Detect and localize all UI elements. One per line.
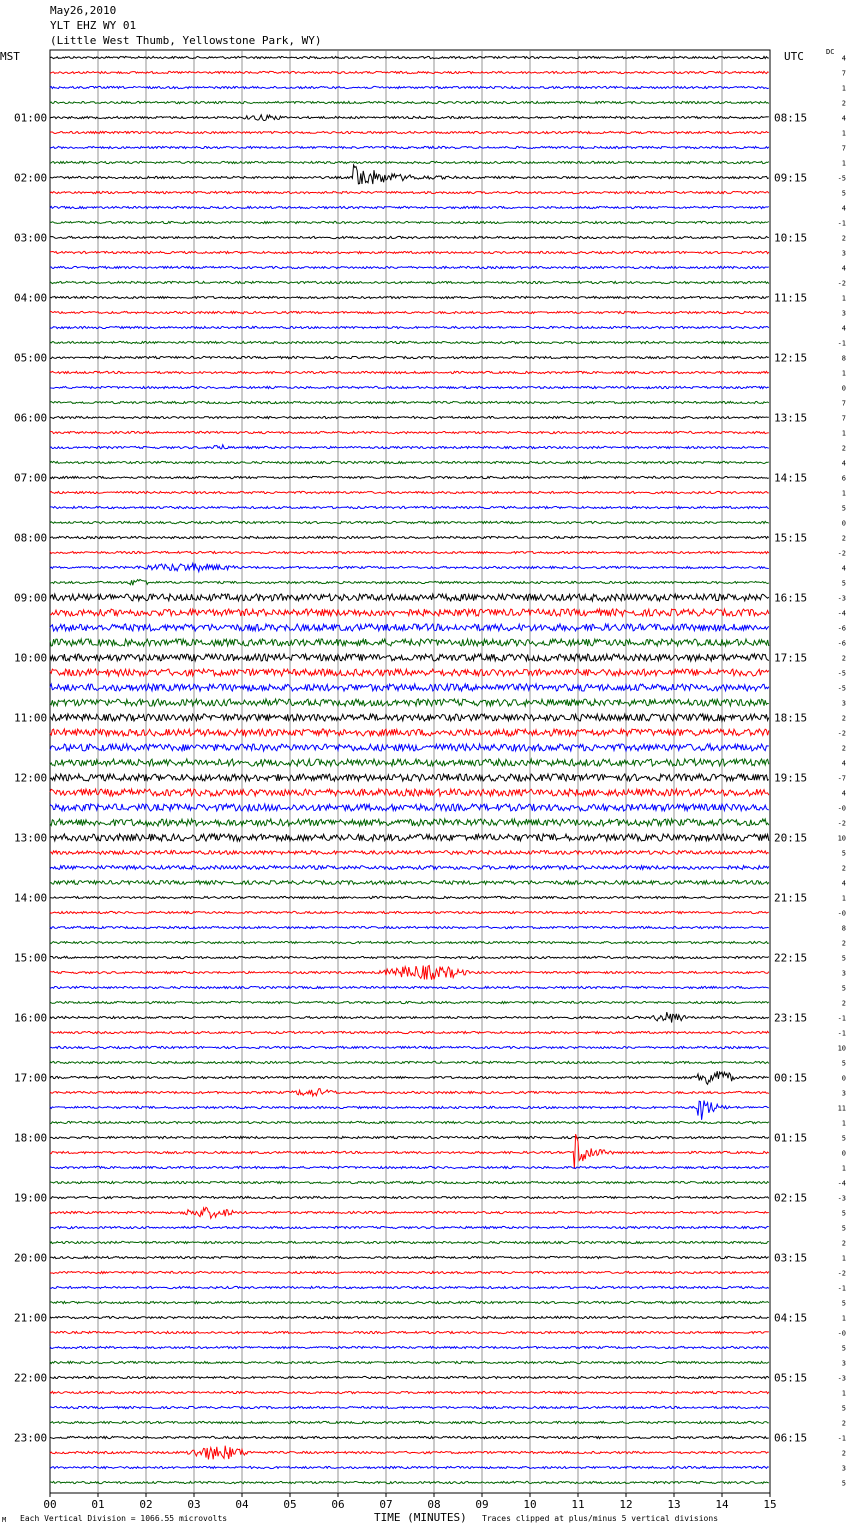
x-tick-label: 00 (43, 1498, 57, 1511)
right-hour-label: 00:15 (774, 1071, 808, 1085)
dc-offset-label: 2 (841, 99, 846, 108)
right-hour-label: 08:15 (774, 111, 808, 125)
dc-offset-label: -3 (837, 1374, 846, 1383)
dc-offset-label: 5 (841, 579, 846, 588)
x-tick-label: 12 (619, 1498, 633, 1511)
trace-line (50, 1361, 769, 1363)
trace-line (50, 1316, 769, 1318)
scale-note: Each Vertical Division = 1066.55 microvolts (20, 1514, 228, 1523)
left-hour-label: 14:00 (14, 891, 48, 905)
dc-offset-label: 2 (841, 1239, 846, 1248)
dc-offset-label: 0 (841, 519, 846, 528)
dc-offset-label: 5 (841, 1299, 846, 1308)
trace-line (50, 1101, 769, 1120)
trace-line (50, 699, 769, 706)
dc-offset-label: -6 (837, 624, 846, 633)
dc-offset-label: 5 (841, 189, 846, 198)
dc-offset-label: 4 (841, 879, 846, 888)
left-hour-label: 22:00 (14, 1371, 48, 1385)
trace-line (50, 1446, 769, 1460)
dc-offset-label: 2 (841, 1449, 846, 1458)
right-hour-label: 22:15 (774, 951, 808, 965)
right-hour-label: 06:15 (774, 1431, 808, 1445)
right-timezone-label: UTC (784, 50, 804, 63)
trace-line (50, 1346, 769, 1348)
trace-line (50, 146, 769, 148)
trace-line (50, 986, 769, 988)
trace-line (50, 71, 769, 73)
x-tick-label: 04 (235, 1498, 249, 1511)
left-hour-label: 16:00 (14, 1011, 48, 1025)
trace-line (50, 1391, 769, 1393)
dc-offset-label: -2 (837, 729, 846, 738)
dc-offset-label: -1 (837, 339, 846, 348)
trace-line (50, 536, 769, 538)
trace-line (50, 386, 769, 388)
trace-line (50, 624, 769, 631)
dc-offset-label: 1 (841, 159, 846, 168)
trace-line (50, 774, 769, 781)
x-tick-label: 13 (667, 1498, 681, 1511)
trace-line (50, 1406, 769, 1408)
dc-offset-label: -5 (837, 174, 846, 183)
x-tick-label: 02 (139, 1498, 153, 1511)
trace-line (50, 654, 769, 661)
x-tick-label: 15 (763, 1498, 777, 1511)
trace-line (50, 1271, 769, 1273)
dc-offset-label: 10 (837, 834, 846, 843)
left-hour-label: 03:00 (14, 231, 48, 245)
dc-offset-label: 4 (841, 459, 846, 468)
trace-line (50, 1181, 769, 1183)
trace-line (50, 881, 769, 885)
trace-line (50, 744, 769, 751)
dc-offset-label: -2 (837, 819, 846, 828)
dc-offset-label: -5 (837, 669, 846, 678)
dc-offset-label: 7 (841, 144, 846, 153)
right-hour-labels (774, 112, 807, 1445)
dc-offset-label: -0 (837, 804, 846, 813)
dc-offset-label: 4 (841, 54, 846, 63)
right-hour-label: 02:15 (774, 1191, 808, 1205)
dc-offset-label: -1 (837, 1434, 846, 1443)
trace-line (50, 851, 769, 855)
right-hour-label: 10:15 (774, 231, 808, 245)
trace-line (50, 866, 769, 870)
trace-line (50, 1012, 769, 1022)
right-hour-label: 21:15 (774, 891, 808, 905)
left-hour-label: 05:00 (14, 351, 48, 365)
trace-line (50, 911, 769, 913)
x-tick-label: 09 (475, 1498, 489, 1511)
trace-line (50, 1301, 769, 1303)
dc-offset-label: 4 (841, 264, 846, 273)
trace-line (50, 1196, 769, 1198)
right-hour-label: 18:15 (774, 711, 808, 725)
trace-line (50, 251, 769, 253)
left-hour-label: 11:00 (14, 711, 48, 725)
trace-line (50, 759, 769, 766)
trace-line (50, 1436, 769, 1438)
left-hour-label: 09:00 (14, 591, 48, 605)
dc-header-label: DC (826, 48, 835, 56)
trace-line (50, 941, 769, 943)
dc-offset-label: 2 (841, 714, 846, 723)
left-hour-label: 15:00 (14, 951, 48, 965)
dc-offset-label: 3 (841, 1359, 846, 1368)
right-hour-label: 13:15 (774, 411, 808, 425)
trace-line (50, 669, 769, 676)
trace-line (50, 1071, 769, 1084)
trace-line (50, 1256, 769, 1258)
trace-line (50, 221, 769, 223)
left-timezone-label: MST (0, 50, 20, 63)
dc-offset-label: 2 (841, 234, 846, 243)
right-hour-label: 04:15 (774, 1311, 808, 1325)
dc-offset-label: 5 (841, 984, 846, 993)
dc-offset-label: 1 (841, 294, 846, 303)
right-hour-label: 05:15 (774, 1371, 808, 1385)
trace-line (50, 896, 769, 898)
trace-line (50, 356, 769, 358)
dc-offset-label: 10 (837, 1044, 846, 1053)
trace-line (50, 926, 769, 928)
dc-offset-label: 0 (841, 384, 846, 393)
trace-line (50, 594, 769, 601)
trace-line (50, 371, 769, 373)
dc-offset-label: -1 (837, 1029, 846, 1038)
trace-line (50, 311, 769, 313)
trace-line (50, 416, 769, 418)
x-tick-label: 08 (427, 1498, 441, 1511)
dc-offset-label: -3 (837, 1194, 846, 1203)
right-hour-label: 01:15 (774, 1131, 808, 1145)
dc-offset-label: -0 (837, 909, 846, 918)
dc-offset-label: 7 (841, 399, 846, 408)
right-hour-label: 17:15 (774, 651, 808, 665)
trace-line (50, 431, 769, 433)
trace-line (50, 1421, 769, 1423)
right-hour-label: 11:15 (774, 291, 808, 305)
dc-offset-label: 3 (841, 1089, 846, 1098)
trace-line (50, 639, 769, 646)
trace-line (50, 1481, 769, 1483)
dc-offset-labels (838, 55, 846, 1488)
left-hour-label: 23:00 (14, 1431, 48, 1445)
dc-offset-label: 1 (841, 429, 846, 438)
dc-offset-label: 0 (841, 1149, 846, 1158)
trace-line (50, 521, 769, 523)
dc-offset-label: 1 (841, 894, 846, 903)
trace-line (50, 1089, 769, 1097)
left-hour-label: 13:00 (14, 831, 48, 845)
dc-offset-label: 8 (841, 354, 846, 363)
dc-offset-label: 1 (841, 1314, 846, 1323)
dc-offset-label: 3 (841, 699, 846, 708)
trace-line (50, 1166, 769, 1168)
dc-offset-label: 6 (841, 474, 846, 483)
trace-line (50, 56, 769, 58)
dc-offset-label: -2 (837, 1269, 846, 1278)
trace-line (50, 1226, 769, 1228)
plot-grid (50, 50, 770, 1493)
trace-line (50, 491, 769, 493)
footer-mark: M (2, 1516, 7, 1524)
dc-offset-label: 2 (841, 444, 846, 453)
dc-offset-label: 1 (841, 369, 846, 378)
dc-offset-label: 4 (841, 759, 846, 768)
dc-offset-label: 8 (841, 924, 846, 933)
station-code: YLT EHZ WY 01 (50, 19, 137, 32)
dc-offset-label: 4 (841, 789, 846, 798)
trace-line (50, 789, 769, 796)
trace-line (50, 579, 769, 585)
x-tick-label: 11 (571, 1498, 585, 1511)
left-hour-label: 06:00 (14, 411, 48, 425)
trace-line (50, 551, 769, 553)
trace-line (50, 401, 769, 403)
left-hour-label: 01:00 (14, 111, 48, 125)
trace-line (50, 684, 769, 691)
dc-offset-label: -4 (837, 1179, 846, 1188)
dc-offset-label: -1 (837, 1014, 846, 1023)
right-hour-label: 23:15 (774, 1011, 808, 1025)
dc-offset-label: -2 (837, 279, 846, 288)
dc-offset-label: -5 (837, 684, 846, 693)
trace-line (50, 1061, 769, 1063)
x-axis-label: TIME (MINUTES) (374, 1511, 467, 1524)
trace-line (50, 236, 769, 238)
left-hour-label: 12:00 (14, 771, 48, 785)
right-hour-label: 15:15 (774, 531, 808, 545)
trace-line (50, 819, 769, 826)
trace-line (50, 206, 769, 208)
left-hour-label: 08:00 (14, 531, 48, 545)
right-hour-label: 19:15 (774, 771, 808, 785)
dc-offset-label: 1 (841, 489, 846, 498)
left-hour-label: 02:00 (14, 171, 48, 185)
trace-line (50, 506, 769, 508)
trace-line (50, 966, 769, 980)
dc-offset-label: -6 (837, 639, 846, 648)
trace-line (50, 266, 769, 268)
left-hour-label: 20:00 (14, 1251, 48, 1265)
left-hour-label: 04:00 (14, 291, 48, 305)
trace-line (50, 131, 769, 133)
dc-offset-label: -1 (837, 1284, 846, 1293)
dc-offset-label: 4 (841, 564, 846, 573)
trace-line (50, 1046, 769, 1048)
trace-line (50, 714, 769, 721)
trace-line (50, 191, 769, 193)
trace-line (50, 296, 769, 298)
dc-offset-label: 1 (841, 84, 846, 93)
trace-line (50, 1331, 769, 1333)
trace-line (50, 1376, 769, 1378)
dc-offset-label: 1 (841, 1254, 846, 1263)
dc-offset-label: 4 (841, 114, 846, 123)
trace-line (50, 461, 769, 463)
trace-line (50, 563, 769, 571)
trace-line (50, 115, 769, 121)
dc-offset-label: 2 (841, 1419, 846, 1428)
x-axis-ticks (43, 1493, 776, 1511)
x-tick-label: 10 (523, 1498, 537, 1511)
dc-offset-label: 0 (841, 1074, 846, 1083)
dc-offset-label: 1 (841, 1119, 846, 1128)
trace-line (50, 1466, 769, 1468)
seismic-traces (50, 56, 769, 1483)
dc-offset-label: -0 (837, 1329, 846, 1338)
dc-offset-label: 11 (837, 1104, 846, 1113)
dc-offset-label: 2 (841, 654, 846, 663)
dc-offset-label: 3 (841, 309, 846, 318)
x-tick-label: 05 (283, 1498, 297, 1511)
dc-offset-label: 5 (841, 504, 846, 513)
x-tick-label: 07 (379, 1498, 393, 1511)
dc-offset-label: 1 (841, 1389, 846, 1398)
trace-line (50, 1286, 769, 1288)
dc-offset-label: 1 (841, 129, 846, 138)
dc-offset-label: -7 (837, 774, 846, 783)
right-hour-label: 14:15 (774, 471, 808, 485)
trace-line (50, 1241, 769, 1243)
x-tick-label: 06 (331, 1498, 345, 1511)
trace-line (50, 1136, 769, 1138)
trace-line (50, 1001, 769, 1003)
trace-line (50, 1207, 769, 1218)
trace-line (50, 476, 769, 478)
left-hour-label: 17:00 (14, 1071, 48, 1085)
station-location: (Little West Thumb, Yellowstone Park, WY) (50, 34, 322, 47)
trace-line (50, 956, 769, 958)
trace-line (50, 1121, 769, 1123)
dc-offset-label: 2 (841, 864, 846, 873)
dc-offset-label: 5 (841, 1479, 846, 1488)
trace-line (50, 161, 769, 163)
x-tick-label: 01 (91, 1498, 105, 1511)
left-hour-label: 21:00 (14, 1311, 48, 1325)
dc-offset-label: 2 (841, 534, 846, 543)
trace-line (50, 609, 769, 616)
dc-offset-label: 2 (841, 744, 846, 753)
dc-offset-label: 3 (841, 249, 846, 258)
trace-line (50, 326, 769, 328)
left-hour-label: 10:00 (14, 651, 48, 665)
dc-offset-label: 4 (841, 204, 846, 213)
left-hour-label: 18:00 (14, 1131, 48, 1145)
left-hour-labels (14, 112, 47, 1445)
dc-offset-label: 5 (841, 849, 846, 858)
trace-line (50, 101, 769, 103)
dc-offset-label: -2 (837, 549, 846, 558)
record-date: May26,2010 (50, 4, 117, 17)
right-hour-label: 16:15 (774, 591, 808, 605)
dc-offset-label: 5 (841, 1059, 846, 1068)
right-hour-label: 09:15 (774, 171, 808, 185)
trace-line (50, 1134, 769, 1169)
trace-line (50, 281, 769, 283)
dc-offset-label: 1 (841, 1164, 846, 1173)
right-hour-label: 03:15 (774, 1251, 808, 1265)
trace-line (50, 804, 769, 811)
trace-line (50, 341, 769, 343)
dc-offset-label: -3 (837, 594, 846, 603)
dc-offset-label: 5 (841, 954, 846, 963)
dc-offset-label: 5 (841, 1134, 846, 1143)
plot-frame (50, 50, 770, 1493)
dc-offset-label: -1 (837, 219, 846, 228)
left-hour-label: 07:00 (14, 471, 48, 485)
trace-line (50, 834, 769, 841)
dc-offset-label: 5 (841, 1344, 846, 1353)
dc-offset-label: 2 (841, 999, 846, 1008)
dc-offset-label: 7 (841, 414, 846, 423)
trace-line (50, 445, 769, 449)
dc-offset-label: -4 (837, 609, 846, 618)
dc-offset-label: 2 (841, 939, 846, 948)
trace-line (50, 86, 769, 88)
x-tick-label: 03 (187, 1498, 201, 1511)
dc-offset-label: 5 (841, 1209, 846, 1218)
trace-line (50, 165, 769, 184)
trace-line (50, 1031, 769, 1033)
dc-offset-label: 5 (841, 1224, 846, 1233)
left-hour-label: 19:00 (14, 1191, 48, 1205)
dc-offset-label: 3 (841, 969, 846, 978)
dc-offset-label: 3 (841, 1464, 846, 1473)
x-tick-label: 14 (715, 1498, 729, 1511)
dc-offset-label: 4 (841, 324, 846, 333)
clip-note: Traces clipped at plus/minus 5 vertical divisions (482, 1514, 719, 1523)
dc-offset-label: 7 (841, 69, 846, 78)
right-hour-label: 12:15 (774, 351, 808, 365)
dc-offset-label: 5 (841, 1404, 846, 1413)
trace-line (50, 729, 769, 736)
right-hour-label: 20:15 (774, 831, 808, 845)
